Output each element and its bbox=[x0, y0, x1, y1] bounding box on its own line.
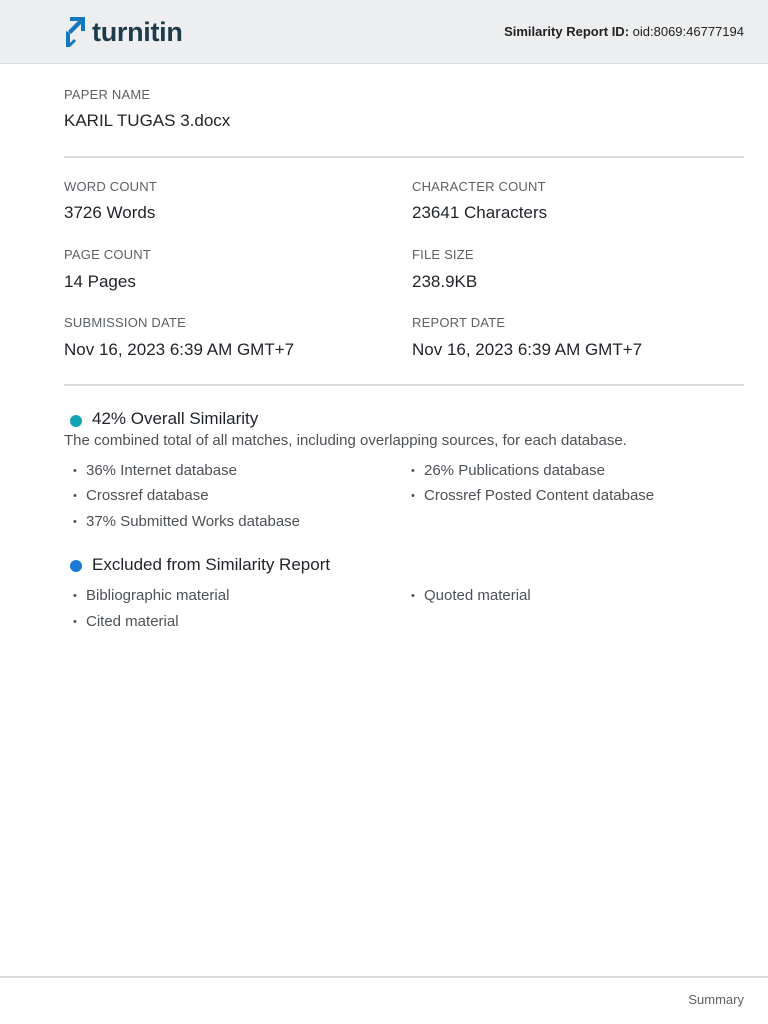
report-date-label: REPORT DATE bbox=[412, 315, 506, 330]
paper-name-value: KARIL TUGAS 3.docx bbox=[64, 111, 231, 130]
list-item: • 37% Submitted Works database bbox=[86, 513, 300, 530]
page-count-label: PAGE COUNT bbox=[64, 247, 151, 262]
footer-summary-label: Summary bbox=[688, 992, 744, 1007]
report-id-label: Similarity Report ID: bbox=[504, 24, 630, 39]
overall-similarity-title: 42% Overall Similarity bbox=[92, 409, 259, 428]
report-date-value: Nov 16, 2023 6:39 AM GMT+7 bbox=[412, 340, 643, 359]
character-count-value: 23641 Characters bbox=[412, 203, 548, 222]
list-item: • 26% Publications database bbox=[424, 462, 605, 479]
list-item: • Cited material bbox=[86, 613, 179, 630]
turnitin-logo bbox=[64, 14, 183, 50]
page-footer bbox=[0, 976, 768, 1024]
list-item: • Crossref database bbox=[86, 487, 209, 504]
file-size-value: 238.9KB bbox=[412, 272, 478, 291]
page-count-value: 14 Pages bbox=[64, 272, 136, 291]
excluded-dot-icon bbox=[70, 560, 82, 572]
paper-name-label: PAPER NAME bbox=[64, 87, 151, 102]
list-item: • Crossref Posted Content database bbox=[424, 487, 654, 504]
submission-date-label: SUBMISSION DATE bbox=[64, 315, 186, 330]
list-item: • 36% Internet database bbox=[86, 462, 237, 479]
character-count-label: CHARACTER COUNT bbox=[412, 179, 546, 194]
turnitin-logo-icon bbox=[64, 14, 88, 50]
similarity-report-id bbox=[504, 24, 744, 39]
divider bbox=[64, 156, 744, 158]
logo-wordmark: turnitin bbox=[92, 16, 183, 47]
list-item: • Quoted material bbox=[424, 587, 531, 604]
word-count-value: 3726 Words bbox=[64, 203, 156, 222]
similarity-dot-icon bbox=[70, 415, 82, 427]
file-size-label: FILE SIZE bbox=[412, 247, 474, 262]
report-id-value: oid:8069:46777194 bbox=[632, 24, 744, 39]
submission-date-value: Nov 16, 2023 6:39 AM GMT+7 bbox=[64, 340, 295, 359]
word-count-label: WORD COUNT bbox=[64, 179, 157, 194]
report-header bbox=[0, 0, 768, 64]
divider bbox=[64, 384, 744, 386]
list-item: • Bibliographic material bbox=[86, 587, 229, 604]
excluded-title: Excluded from Similarity Report bbox=[92, 555, 331, 574]
similarity-description: The combined total of all matches, including overlapping sources, for each database. bbox=[64, 432, 627, 449]
